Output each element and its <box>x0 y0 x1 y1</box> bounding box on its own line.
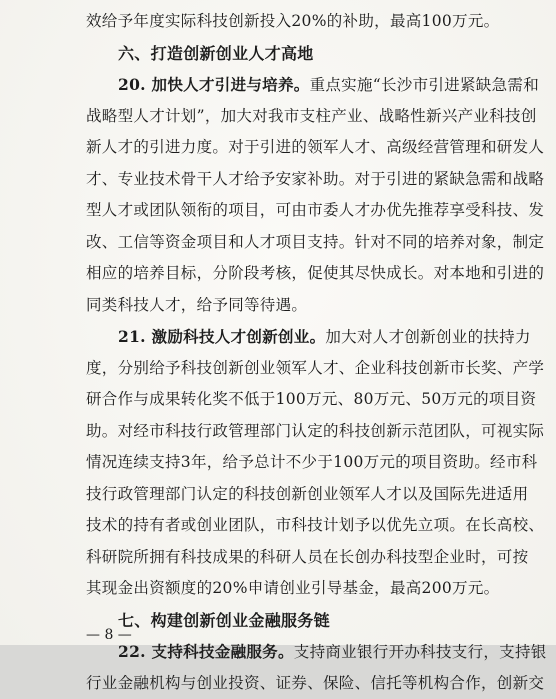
clause-text: 加大对人才创新创业的扶持力 <box>325 328 530 346</box>
body-text-line: 技术的持有者或创业团队，市科技计划予以优先立项。在长高校、 <box>86 510 522 542</box>
clause-text: 重点实施“长沙市引进紧缺急需和 <box>310 76 539 94</box>
body-text-line: 型人才或团队领衔的项目，可由市委人才办优先推荐享受科技、发 <box>86 195 522 227</box>
document-body <box>86 6 522 699</box>
clause-title: 20. 加快人才引进与培养。 <box>118 75 310 94</box>
body-text-line: 助。对经市科技行政管理部门认定的科技创新示范团队，可视实际 <box>86 416 522 448</box>
body-text-line: 行业金融机构与创业投资、证券、保险、信托等机构合作，创新交 <box>86 668 522 699</box>
section-heading: 七、构建创新创业金融服务链 <box>86 605 522 637</box>
body-text-line: 战略型人才计划”，加大对我市支柱产业、战略性新兴产业科技创 <box>86 101 522 133</box>
body-text-line: 研合作与成果转化奖不低于100万元、80万元、50万元的项目资 <box>86 384 522 416</box>
clause-text: 支持商业银行开办科技支行，支持银 <box>294 643 547 661</box>
body-text-line: 同类科技人才，给予同等待遇。 <box>86 290 522 322</box>
body-text-line: 度，分别给予科技创新创业领军人才、企业科技创新市长奖、产学 <box>86 353 522 385</box>
section-heading: 六、打造创新创业人才高地 <box>86 38 522 70</box>
clause-title: 21. 激励科技人才创新创业。 <box>118 327 325 346</box>
paragraph-first-line <box>86 69 522 101</box>
body-text-line: 效给予年度实际科技创新投入20%的补助，最高100万元。 <box>86 6 522 38</box>
body-text-line: 改、工信等资金项目和人才项目支持。针对不同的培养对象，制定 <box>86 227 522 259</box>
body-text-line: 情况连续支持3年，给予总计不少于100万元的项目资助。经市科 <box>86 447 522 479</box>
body-text-line: 科研院所拥有科技成果的科研人员在长创办科技型企业时，可按 <box>86 542 522 574</box>
body-text-line: 其现金出资额度的20%申请创业引导基金，最高200万元。 <box>86 573 522 605</box>
paragraph-first-line <box>86 636 522 668</box>
clause-title: 22. 支持科技金融服务。 <box>118 642 294 661</box>
body-text-line: 技行政管理部门认定的科技创新创业领军人才以及国际先进适用 <box>86 479 522 511</box>
body-text-line: 才、专业技术骨干人才给予安家补助。对于引进的紧缺急需和战略 <box>86 164 522 196</box>
paragraph-first-line <box>86 321 522 353</box>
body-text-line: 新人才的引进力度。对于引进的领军人才、高级经营管理和研发人 <box>86 132 522 164</box>
page-number: — 8 — <box>86 626 132 644</box>
body-text-line: 相应的培养目标，分阶段考核，促使其尽快成长。对本地和引进的 <box>86 258 522 290</box>
